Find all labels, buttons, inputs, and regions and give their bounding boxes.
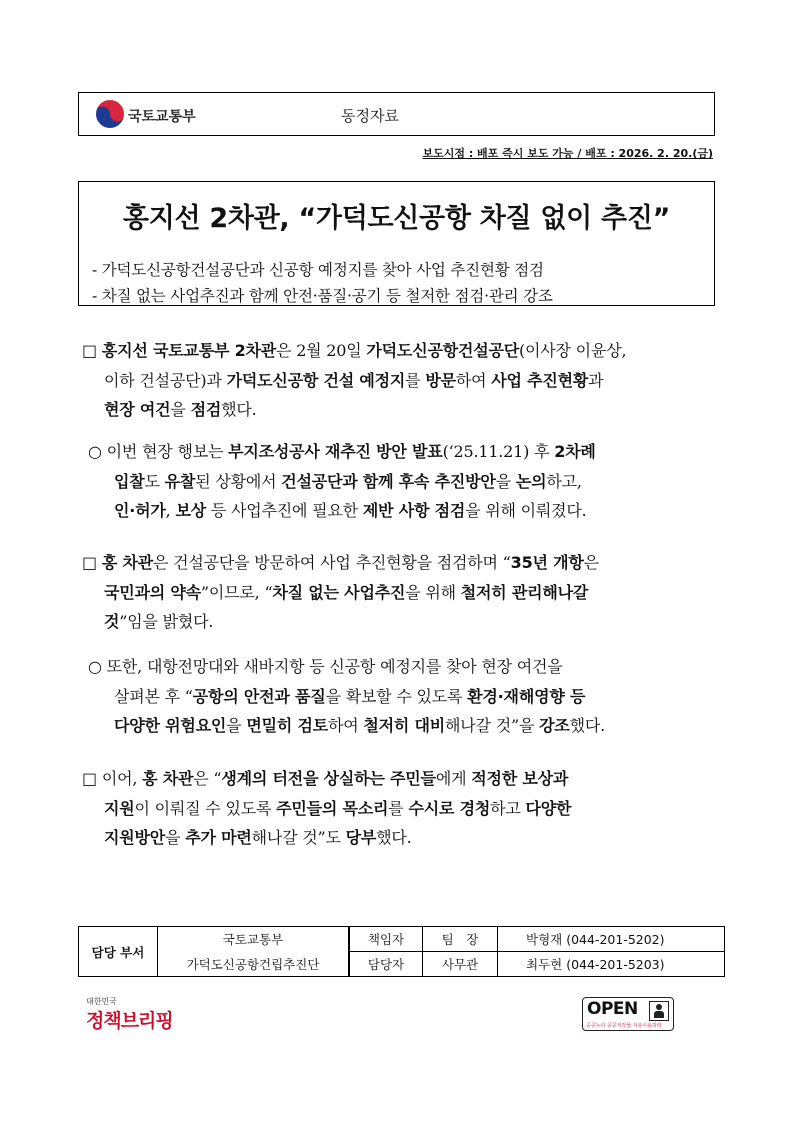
text-run: 를 (405, 370, 426, 390)
text-run: 적정한 보상과 (471, 769, 569, 788)
text-run: 가덕도신공항건설공단 (366, 341, 519, 360)
text-run: 을 위해 (405, 582, 461, 602)
document-type: 동정자료 (341, 107, 399, 125)
contact-position: 사무관 (423, 952, 498, 977)
paragraph-5 (82, 764, 722, 853)
text-run: 지원 (104, 798, 135, 818)
square-bullet: □ (82, 769, 97, 788)
dept-unit: 가덕도신공항건립추진단 (158, 952, 350, 977)
text-run: 은 건설공단을 방문하여 사업 추진현황을 점검하며 “ (152, 553, 511, 572)
text-run: (‘25.11.21) 후 (442, 442, 555, 461)
text-run: 제반 사항 점검 (362, 501, 466, 520)
text-run: 홍 차관 (142, 769, 194, 788)
text-run: 했다. (376, 828, 412, 847)
text-run: 면밀히 검토 (246, 716, 328, 735)
government-emblem-icon (93, 97, 127, 131)
text-run: 이하 건설공단)과 (104, 370, 227, 390)
text-run: 하여 (327, 716, 364, 735)
text-run: 된 상황에서 (195, 471, 282, 491)
text-run: 홍 차관 (101, 553, 153, 572)
text-run: 부지조성공사 재추진 방안 발표 (228, 442, 443, 461)
text-run: 해나갈 것”을 (445, 716, 540, 735)
text-run: 보상 (175, 501, 206, 520)
headline: 홍지선 2차관, “가덕도신공항 차질 없이 추진” (122, 203, 671, 234)
text-run: 강조 (539, 716, 570, 735)
text-run: 하고 (490, 798, 526, 818)
text-run: 점검 (190, 400, 222, 419)
text-run: , (165, 501, 176, 520)
brand-small-text: 대한민국 (86, 997, 117, 1006)
text-run: 주민들의 목소리 (276, 798, 389, 818)
paragraph-4 (88, 652, 720, 741)
kogl-open-badge (582, 997, 674, 1031)
text-run: 은 (583, 553, 599, 572)
circle-bullet: ○ (88, 442, 102, 461)
open-caption: 공공누리 공공저작물 자유이용허락 (586, 1023, 662, 1029)
text-run: 또한, 대항전망대와 새바지항 등 신공항 예정지를 찾아 현장 여건을 (106, 657, 563, 676)
text-run: 논의 (515, 471, 547, 491)
text-run: 등 사업추진에 필요한 (205, 501, 363, 520)
text-run: 은 2월 20일 (276, 341, 367, 360)
text-run: 을 확보할 수 있도록 (325, 686, 468, 706)
text-run: ”임을 밝혔다. (119, 612, 214, 631)
text-run: 이어, (101, 769, 143, 788)
text-run: 환경·재해영향 등 (467, 686, 586, 706)
text-run: 당부 (345, 828, 377, 847)
text-run: (이사장 이윤상, (518, 341, 627, 360)
text-run: 35년 개항 (510, 553, 584, 572)
text-run: 이 이뤄질 수 있도록 (134, 798, 277, 818)
contact-role: 담당자 (349, 952, 423, 977)
text-run: 은 “ (193, 769, 222, 788)
text-run: 공항의 안전과 품질 (192, 686, 326, 706)
attribution-icon (649, 1001, 669, 1021)
text-run: 현장 여건 (104, 400, 171, 419)
text-run: 건설공단과 함께 후속 추진방안 (281, 471, 496, 491)
text-run: 에게 (435, 769, 472, 788)
text-run: 다양한 위험요인 (114, 716, 227, 735)
release-separator: / (573, 147, 586, 160)
text-run: 과 (588, 370, 604, 390)
text-run: 도 (144, 471, 165, 491)
text-run: 하여 (455, 370, 492, 390)
contact-role: 책임자 (349, 927, 423, 952)
text-run: 수시로 경청 (408, 798, 491, 818)
contact-table (78, 926, 725, 977)
text-run: 국민과의 약속 (104, 582, 201, 602)
text-run: 살펴본 후 “ (114, 686, 193, 706)
ministry-name: 국토교통부 (128, 109, 196, 125)
open-label: OPEN (587, 999, 638, 1019)
text-run: 2차례 (554, 442, 596, 461)
release-timing: 보도시점 : 배포 즉시 보도 가능 (422, 147, 574, 160)
text-run: 방문 (425, 370, 456, 390)
dept-org: 국토교통부 (158, 927, 350, 952)
subheadline-2: - 차질 없는 사업추진과 함께 안전·품질·공기 등 철저한 점검·관리 강조 (92, 287, 553, 305)
contact-person: 최두현 (044-201-5203) (498, 952, 725, 977)
square-bullet: □ (82, 341, 97, 360)
text-run: 가덕도신공항 건설 예정지 (226, 370, 406, 390)
release-info (422, 145, 713, 161)
text-run: 인·허가 (114, 501, 166, 520)
text-run: 했다. (569, 716, 606, 735)
text-run: 을 위해 이뤄졌다. (465, 501, 587, 520)
text-run: 을 (165, 828, 186, 847)
paragraph-3 (82, 548, 722, 637)
text-run: 지원방안 (104, 828, 166, 847)
paragraph-1 (82, 336, 722, 425)
circle-bullet: ○ (88, 657, 102, 676)
text-run: 추가 마련 (185, 828, 252, 847)
text-run: 철저히 관리해나갈 (460, 582, 589, 602)
text-run: 하고, (546, 471, 582, 491)
text-run: ”이므로, “ (200, 582, 273, 602)
paragraph-2 (88, 437, 720, 526)
distribution-date: 배포 : 2026. 2. 20.(금) (585, 147, 713, 160)
text-run: 사업 추진현황 (491, 370, 589, 390)
text-run: 했다. (221, 400, 257, 419)
policy-briefing-logo: 정책브리핑 (86, 1010, 173, 1032)
text-run: 것 (104, 612, 120, 631)
text-run: 입찰 (114, 471, 145, 491)
dept-label: 담당 부서 (79, 927, 158, 977)
text-run: 를 (388, 798, 409, 818)
text-run: 이번 현장 행보는 (106, 442, 229, 461)
contact-position: 팀 장 (423, 927, 498, 952)
text-run: 다양한 (525, 798, 572, 818)
text-run: 생계의 터전을 상실하는 주민들 (221, 769, 436, 788)
text-run: 차질 없는 사업추진 (272, 582, 406, 602)
text-run: 을 (495, 471, 516, 491)
contact-person: 박형재 (044-201-5202) (498, 927, 725, 952)
text-run: 을 (170, 400, 191, 419)
text-run: 유찰 (164, 471, 196, 491)
text-run: 해나갈 것”도 (251, 828, 346, 847)
text-run: 철저히 대비 (363, 716, 446, 735)
subheadline-1: - 가덕도신공항건설공단과 신공항 예정지를 찾아 사업 추진현황 점검 (92, 261, 544, 279)
text-run: 홍지선 국토교통부 2차관 (101, 341, 277, 360)
text-run: 을 (226, 716, 247, 735)
square-bullet: □ (82, 553, 97, 572)
